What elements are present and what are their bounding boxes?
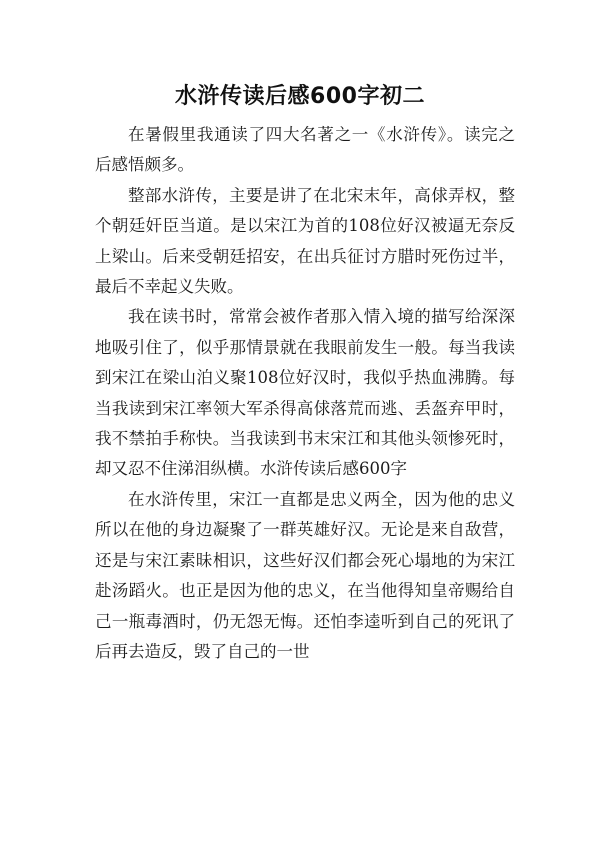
paragraph: 在暑假里我通读了四大名著之一《水浒传》。读完之后感悟颇多。 [95, 125, 515, 175]
document-title: 水浒传读后感600字初二 [175, 84, 425, 109]
document-body [95, 120, 515, 667]
paragraph: 我在读书时，常常会被作者那入情入境的描写给深深地吸引住了，似乎那情景就在我眼前发生一般。每当我读到宋江在梁山泊义聚108位好汉时，我似乎热血沸腾。每当我读到宋江率领大军杀得高俅落荒而逃、丢盔弃甲时，我不禁拍手称快。当我读到书末宋江和其他头领惨死时，却又忍不住涕泪纵横。水浒传读后感600字 [95, 307, 515, 479]
paragraph: 在水浒传里，宋江一直都是忠义两全，因为他的忠义所以在他的身边凝聚了一群英雄好汉。无论是来自敌营，还是与宋江素昧相识，这些好汉们都会死心塌地的为宋江赴汤蹈火。也正是因为他的忠义，在当他得知皇帝赐给自己一瓶毒酒时，仍无怨无悔。还怕李逵听到自己的死讯了后再去造反，毁了自己的一世 [95, 489, 515, 661]
paragraph: 整部水浒传，主要是讲了在北宋末年，高俅弄权，整个朝廷奸臣当道。是以宋江为首的108位好汉被逼无奈反上梁山。后来受朝廷招安，在出兵征讨方腊时死伤过半，最后不幸起义失败。 [95, 185, 515, 297]
